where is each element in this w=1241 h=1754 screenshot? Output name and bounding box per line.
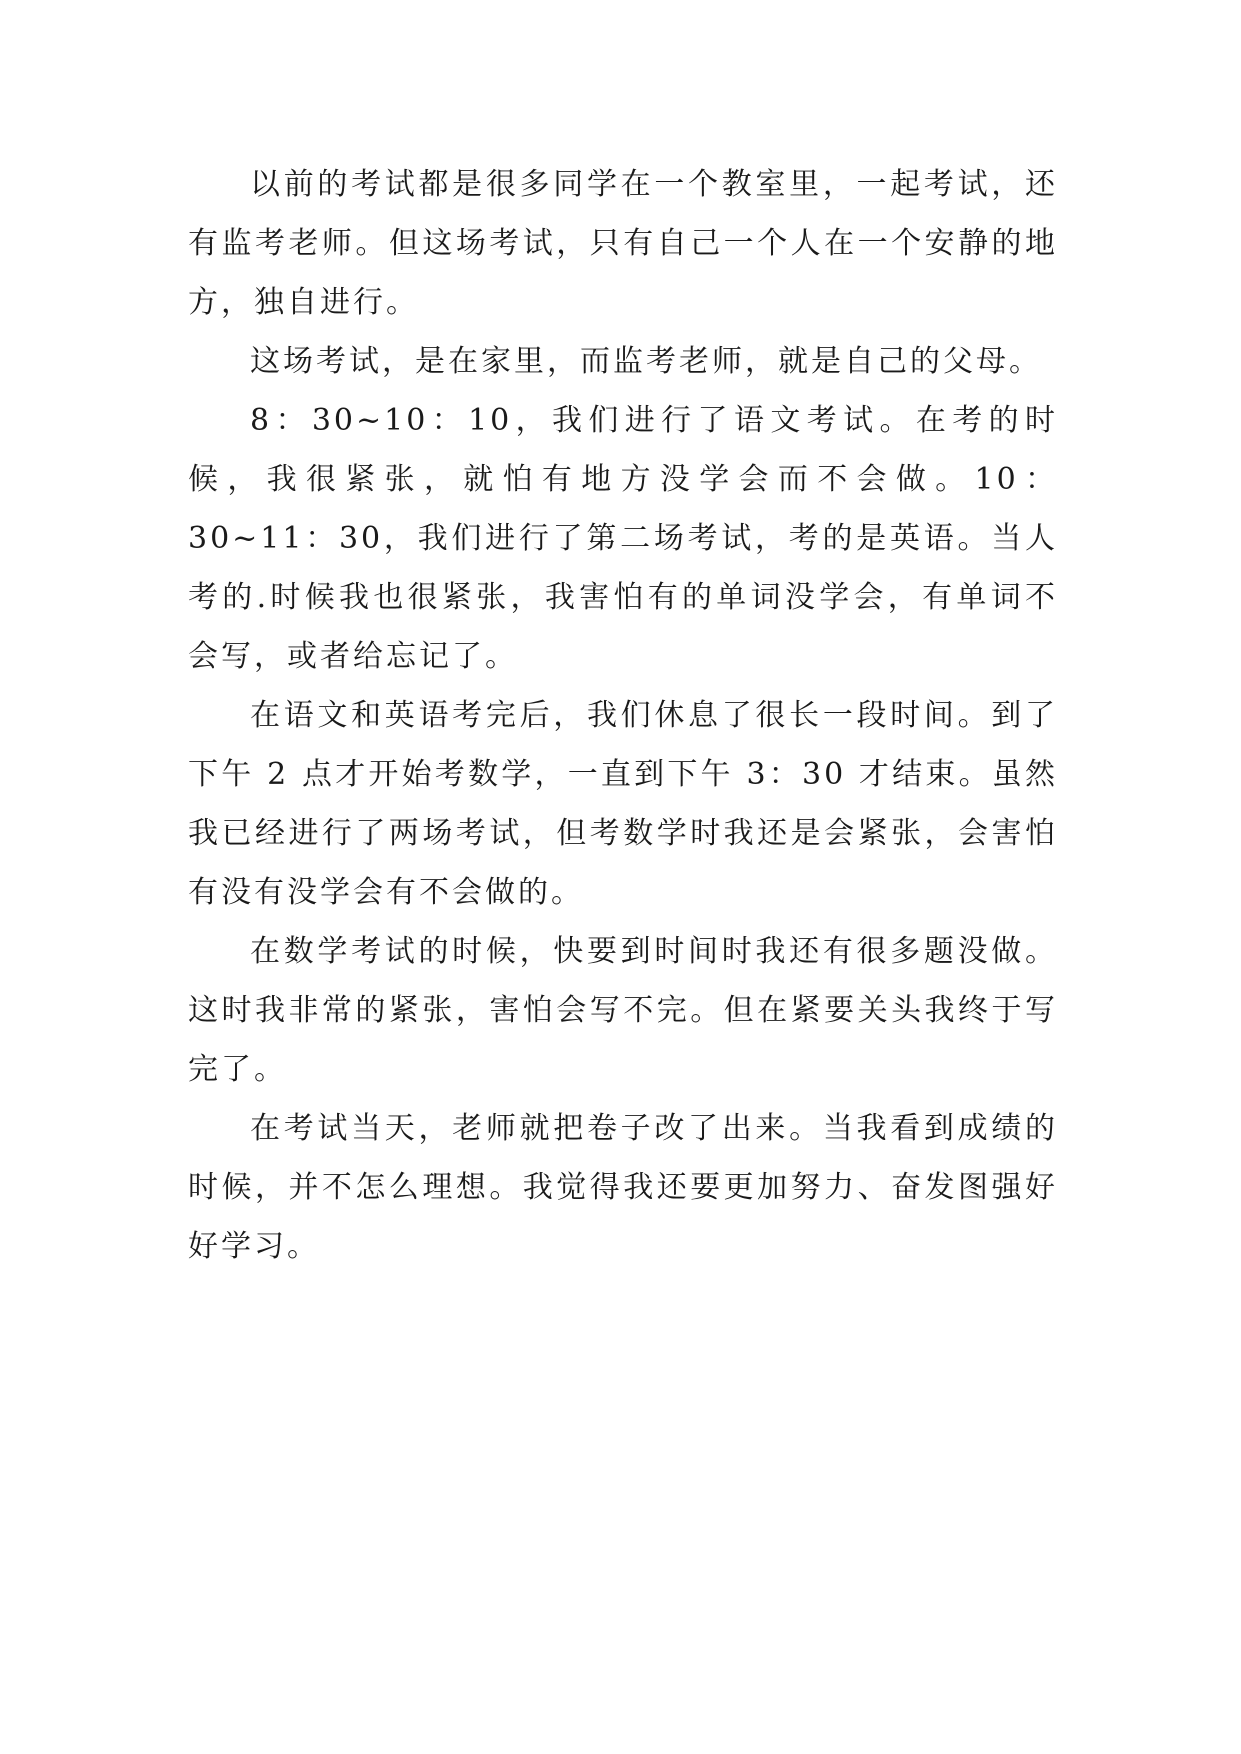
paragraph-5: 在数学考试的时候，快要到时间时我还有很多题没做。这时我非常的紧张，害怕会写不完。但在紧要关头我终于写完了。: [188, 934, 1058, 1087]
paragraph-1: 以前的考试都是很多同学在一个教室里，一起考试，还有监考老师。但这场考试，只有自己一个人在一个安静的地方，独自进行。: [188, 167, 1058, 320]
paragraph-2: 这场考试，是在家里，而监考老师，就是自己的父母。: [250, 344, 1042, 379]
paragraph-4: 在语文和英语考完后，我们休息了很长一段时间。到了下午 2 点才开始考数学，一直到下午 3：30 才结束。虽然我已经进行了两场考试，但考数学时我还是会紧张，会害怕有没有没学会有不会做的。: [188, 698, 1058, 910]
paragraph-6: 在考试当天，老师就把卷子改了出来。当我看到成绩的时候，并不怎么理想。我觉得我还要更加努力、奋发图强好好学习。: [188, 1111, 1058, 1264]
document-body: [188, 155, 1058, 1276]
paragraph-3: 8：30~10：10，我们进行了语文考试。在考的时候，我很紧张，就怕有地方没学会而不会做。10：30~11：30，我们进行了第二场考试，考的是英语。当人考的.时候我也很紧张，我害怕有的单词没学会，有单词不会写，或者给忘记了。: [188, 403, 1058, 674]
